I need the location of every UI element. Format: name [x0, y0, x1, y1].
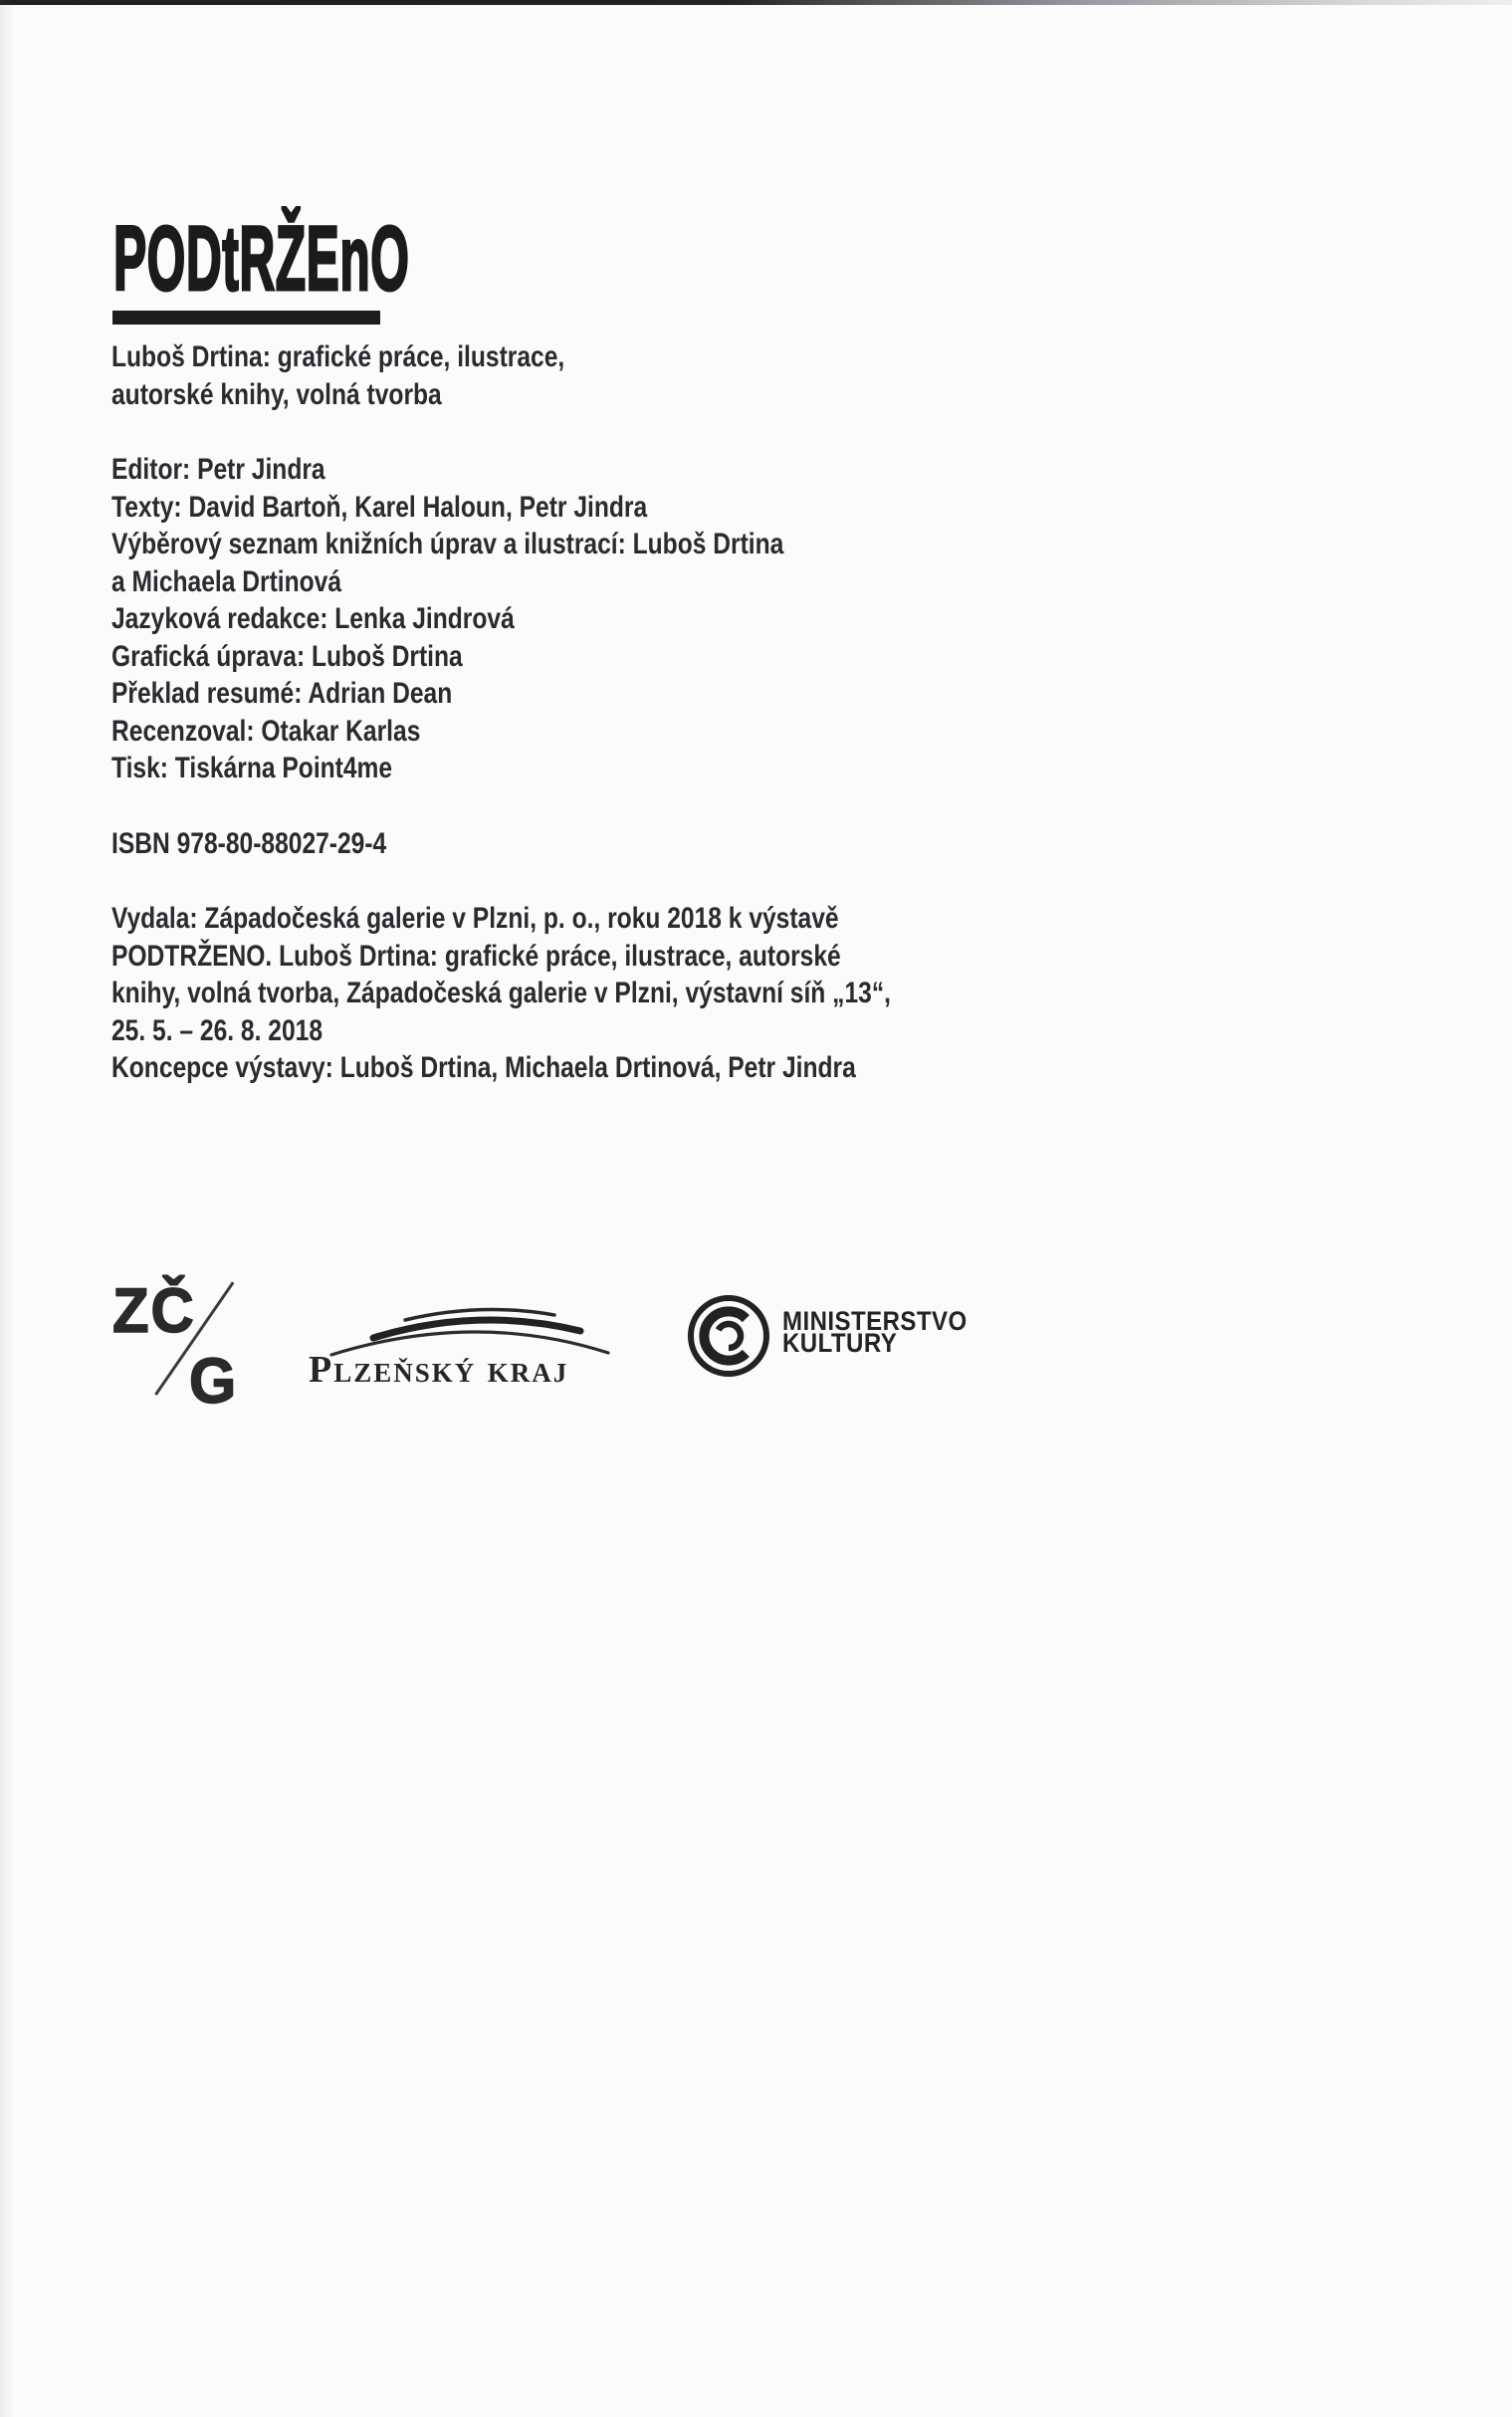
publication-line: knihy, volná tvorba, Západočeská galerie v Plzni, výstavní síň „13“, [111, 977, 891, 1009]
publication-line: Vydala: Západočeská galerie v Plzni, p. o., roku 2018 k výstavě [111, 902, 839, 935]
subtitle-line: autorské knihy, volná tvorba [111, 377, 442, 411]
credit-line-design: Grafická úprava: Luboš Drtina [111, 639, 463, 673]
ministry-label-line2: KULTURY [782, 1327, 898, 1358]
credits-block [111, 451, 783, 787]
ministry-label [782, 1306, 968, 1358]
publication-line: 25. 5. – 26. 8. 2018 [111, 1013, 324, 1047]
credit-line-selection: Výběrový seznam knižních úprav a ilustrací: Luboš Drtina [111, 528, 784, 560]
publication-block [111, 900, 891, 1087]
zcg-logo-letter-g: G [189, 1345, 237, 1417]
scan-edge-left [0, 0, 14, 2417]
title-underline [112, 311, 380, 325]
scan-edge-top [0, 0, 1512, 5]
publication-line: PODTRŽENO. Luboš Drtina: grafické práce, ilustrace, autorské [111, 939, 841, 973]
zcg-logo-letters: ZČ [112, 1276, 196, 1346]
credit-line-print: Tisk: Tiskárna Point4me [111, 752, 393, 784]
ministry-c-emblem-icon [685, 1292, 772, 1380]
isbn-line: ISBN 978-80-88027-29-4 [111, 827, 387, 860]
plzensky-kraj-label: Plzeňský kraj [309, 1349, 569, 1391]
credit-line-translation: Překlad resumé: Adrian Dean [111, 677, 453, 710]
publication-line: Koncepce výstavy: Luboš Drtina, Michaela Drtinová, Petr Jindra [111, 1051, 856, 1084]
credit-line-texts: Texty: David Bartoň, Karel Haloun, Petr Jindra [111, 490, 648, 524]
credit-line-selection-cont: a Michaela Drtinová [111, 564, 342, 598]
subtitle-block [111, 338, 564, 413]
credit-line-editor: Editor: Petr Jindra [111, 453, 325, 486]
page-title: PODtRŽEnO [113, 208, 410, 310]
credit-line-language: Jazyková redakce: Lenka Jindrová [111, 602, 515, 635]
credit-line-review: Recenzoval: Otakar Karlas [111, 714, 421, 748]
ministry-label-line1: MINISTERSTVO [782, 1306, 968, 1336]
subtitle-line: Luboš Drtina: grafické práce, ilustrace, [111, 340, 565, 373]
